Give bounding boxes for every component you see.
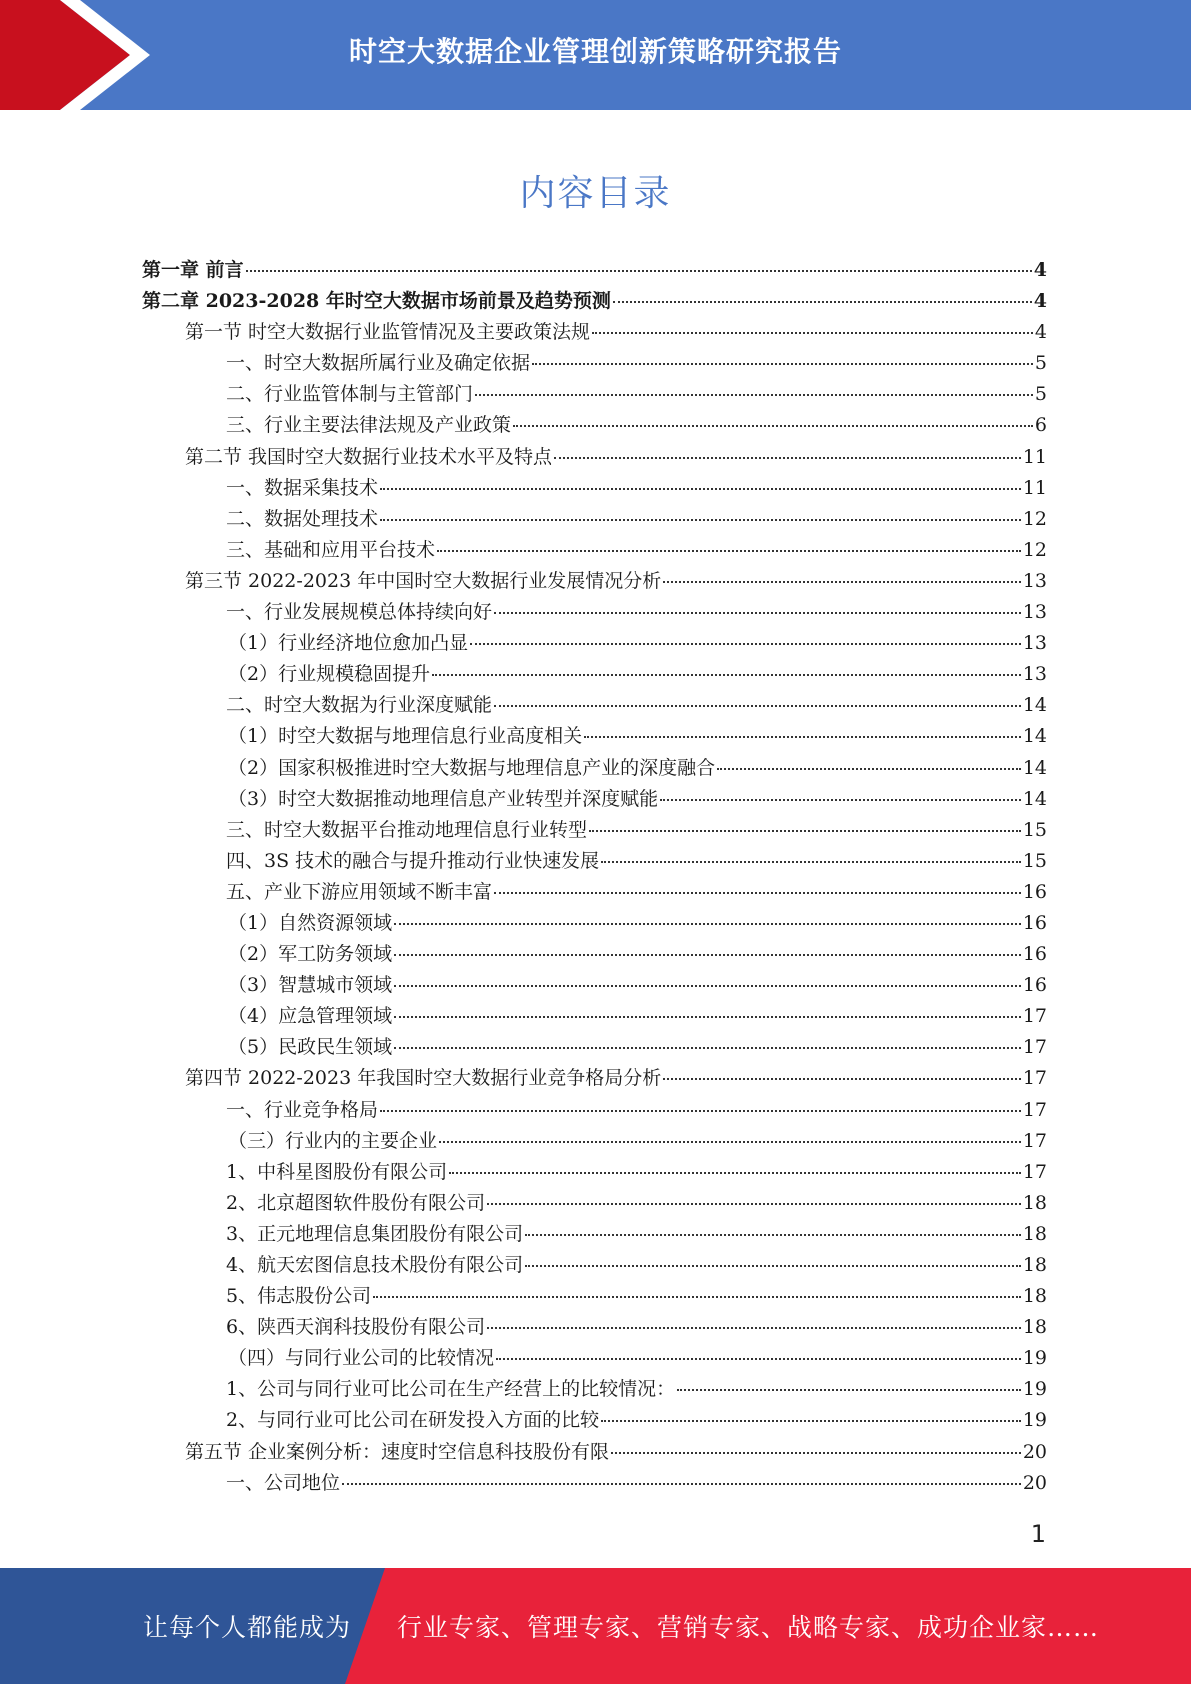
toc-entry[interactable] <box>142 1405 1047 1436</box>
toc-entry-text: 1、中科星图股份有限公司 <box>226 1160 448 1183</box>
dot-leader <box>525 1264 1021 1267</box>
dot-leader <box>611 1451 1021 1454</box>
toc-entry[interactable] <box>142 846 1047 877</box>
toc-entry-page: 12 <box>1022 538 1047 561</box>
toc-entry-text: 第一节 时空大数据行业监管情况及主要政策法规 <box>185 321 591 344</box>
toc-entry-text: 1、公司与同行业可比公司在生产经营上的比较情况： <box>226 1378 676 1401</box>
toc-entry[interactable] <box>142 255 1047 286</box>
dot-leader <box>584 735 1021 738</box>
dot-leader <box>601 1419 1021 1422</box>
toc-entry-page: 11 <box>1022 445 1047 468</box>
dot-leader <box>373 1295 1021 1298</box>
toc-entry[interactable] <box>142 379 1047 410</box>
toc-entry-page: 18 <box>1022 1254 1047 1276</box>
toc-entry-text: 一、公司地位 <box>226 1471 341 1494</box>
toc-entry-text: 一、行业发展规模总体持续向好 <box>226 601 493 624</box>
toc-entry-page: 14 <box>1022 694 1047 717</box>
toc-entry-page: 5 <box>1034 383 1047 406</box>
toc-entry[interactable] <box>142 721 1047 752</box>
toc-entry-text: 二、数据处理技术 <box>226 507 379 530</box>
toc-entry-text: （四）与同行业公司的比较情况 <box>228 1347 495 1370</box>
dot-leader <box>394 1046 1021 1049</box>
toc-entry-page: 4 <box>1033 290 1047 313</box>
dot-leader <box>394 922 1021 925</box>
toc-entry-text: 2、北京超图软件股份有限公司 <box>226 1191 486 1214</box>
toc-entry-page: 14 <box>1022 756 1047 779</box>
toc-entry[interactable] <box>142 597 1047 628</box>
toc-entry-page: 15 <box>1022 818 1047 841</box>
dot-leader <box>677 1388 1021 1391</box>
toc-entry-text: 三、行业主要法律法规及产业政策 <box>226 414 512 437</box>
toc-entry[interactable] <box>142 659 1047 690</box>
toc-entry-text: 第五节 企业案例分析：速度时空信息科技股份有限 <box>185 1440 610 1463</box>
dot-leader <box>437 549 1021 552</box>
dot-leader <box>525 1233 1021 1236</box>
toc-entry-page: 17 <box>1022 1005 1047 1028</box>
toc-entry-text: 第二章 2023-2028 年时空大数据市场前景及趋势预测 <box>142 290 611 313</box>
toc-entry-page: 18 <box>1022 1191 1047 1214</box>
toc-entry[interactable] <box>142 908 1047 939</box>
toc-entry-text: （1）自然资源领域 <box>228 911 393 934</box>
toc-entry[interactable] <box>142 815 1047 846</box>
toc-entry-text: 5、伟志股份公司 <box>226 1285 372 1308</box>
dot-leader <box>589 829 1021 832</box>
toc-entry[interactable] <box>142 784 1047 815</box>
dot-leader <box>532 362 1033 365</box>
toc-entry[interactable] <box>142 1001 1047 1032</box>
toc-entry-page: 17 <box>1022 1036 1047 1059</box>
dot-leader <box>470 642 1021 645</box>
table-of-contents <box>142 255 1047 1499</box>
toc-entry-page: 13 <box>1022 663 1047 686</box>
toc-entry-text: 三、时空大数据平台推动地理信息行业转型 <box>226 818 588 841</box>
toc-entry-text: （1）行业经济地位愈加凸显 <box>228 632 469 655</box>
dot-leader <box>494 891 1021 894</box>
toc-entry-text: 第一章 前言 <box>142 259 244 281</box>
toc-entry-text: 第二节 我国时空大数据行业技术水平及特点 <box>185 445 553 468</box>
toc-entry-page: 16 <box>1022 974 1047 997</box>
toc-entry-text: 第三节 2022-2023 年中国时空大数据行业发展情况分析 <box>185 569 662 592</box>
toc-entry-page: 6 <box>1034 414 1047 437</box>
toc-entry-text: （2）国家积极推进时空大数据与地理信息产业的深度融合 <box>228 756 716 779</box>
toc-entry-page: 4 <box>1033 259 1047 281</box>
toc-entry-page: 13 <box>1022 569 1047 592</box>
footer-band <box>0 1568 1191 1684</box>
toc-entry[interactable] <box>142 1250 1047 1281</box>
toc-entry[interactable] <box>142 970 1047 1001</box>
toc-entry-page: 18 <box>1022 1316 1047 1339</box>
toc-entry[interactable] <box>142 1095 1047 1126</box>
toc-entry-text: 一、数据采集技术 <box>226 476 379 499</box>
dot-leader <box>663 1077 1021 1080</box>
toc-entry[interactable] <box>142 753 1047 784</box>
toc-entry[interactable] <box>142 473 1047 504</box>
toc-entry-text: （三）行业内的主要企业 <box>228 1129 438 1152</box>
toc-entry-page: 14 <box>1022 787 1047 810</box>
toc-entry[interactable] <box>142 442 1047 473</box>
toc-entry-text: 二、时空大数据为行业深度赋能 <box>226 694 493 717</box>
report-title: 时空大数据企业管理创新策略研究报告 <box>348 35 842 68</box>
toc-entry-page: 19 <box>1022 1409 1047 1432</box>
dot-leader <box>494 611 1021 614</box>
toc-entry-page: 19 <box>1022 1347 1047 1370</box>
toc-entry-text: 一、时空大数据所属行业及确定依据 <box>226 352 531 375</box>
toc-entry[interactable] <box>142 1157 1047 1188</box>
toc-entry-page: 17 <box>1022 1098 1047 1121</box>
dot-leader <box>246 269 1032 272</box>
toc-entry-text: （5）民政民生领域 <box>228 1036 393 1059</box>
toc-entry-text: 2、与同行业可比公司在研发投入方面的比较 <box>226 1409 600 1432</box>
toc-entry[interactable] <box>142 1437 1047 1468</box>
page-number: 1 <box>1030 1520 1046 1548</box>
dot-leader <box>496 1357 1021 1360</box>
toc-entry[interactable] <box>142 939 1047 970</box>
toc-entry-text: 四、3S 技术的融合与提升推动行业快速发展 <box>226 849 600 872</box>
toc-entry-text: （1）时空大数据与地理信息行业高度相关 <box>228 725 583 748</box>
toc-entry-page: 17 <box>1022 1160 1047 1183</box>
toc-entry-text: 三、基础和应用平台技术 <box>226 538 436 561</box>
toc-entry-page: 5 <box>1034 352 1047 375</box>
dot-leader <box>394 1015 1021 1018</box>
toc-entry-page: 16 <box>1022 880 1047 903</box>
toc-entry[interactable] <box>142 628 1047 659</box>
dot-leader <box>613 300 1032 303</box>
toc-entry[interactable] <box>142 1281 1047 1312</box>
dot-leader <box>394 953 1021 956</box>
dot-leader <box>432 673 1021 676</box>
toc-entry-text: （3）智慧城市领域 <box>228 974 393 997</box>
toc-entry[interactable] <box>142 1343 1047 1374</box>
dot-leader <box>439 1140 1021 1143</box>
toc-entry-page: 17 <box>1022 1067 1047 1090</box>
toc-entry-page: 14 <box>1022 725 1047 748</box>
toc-entry[interactable] <box>142 1063 1047 1094</box>
dot-leader <box>663 580 1021 583</box>
dot-leader <box>394 984 1021 987</box>
dot-leader <box>449 1171 1021 1174</box>
toc-entry[interactable] <box>142 1312 1047 1343</box>
report-header-band <box>0 0 1191 110</box>
dot-leader <box>380 518 1021 521</box>
toc-entry[interactable] <box>142 410 1047 441</box>
toc-entry[interactable] <box>142 1032 1047 1063</box>
toc-entry[interactable] <box>142 877 1047 908</box>
toc-entry[interactable] <box>142 566 1047 597</box>
toc-entry[interactable] <box>142 317 1047 348</box>
toc-entry-text: 一、行业竞争格局 <box>226 1098 379 1121</box>
toc-entry-page: 17 <box>1022 1129 1047 1152</box>
dot-leader <box>380 487 1021 490</box>
dot-leader <box>494 704 1021 707</box>
toc-entry[interactable] <box>142 286 1047 317</box>
toc-entry-page: 20 <box>1022 1471 1047 1494</box>
toc-entry[interactable] <box>142 348 1047 379</box>
toc-heading: 内容目录 <box>519 173 672 214</box>
toc-entry[interactable] <box>142 1219 1047 1250</box>
dot-leader <box>342 1482 1021 1485</box>
toc-entry-page: 12 <box>1022 507 1047 530</box>
toc-entry-text: （3）时空大数据推动地理信息产业转型并深度赋能 <box>228 787 659 810</box>
toc-entry-text: 五、产业下游应用领域不断丰富 <box>226 880 493 903</box>
toc-entry-page: 16 <box>1022 911 1047 934</box>
toc-entry-text: 二、行业监管体制与主管部门 <box>226 383 474 406</box>
toc-entry-text: （2）行业规模稳固提升 <box>228 663 431 686</box>
dot-leader <box>601 860 1021 863</box>
toc-entry-text: （4）应急管理领域 <box>228 1005 393 1028</box>
dot-leader <box>380 1109 1021 1112</box>
dot-leader <box>487 1326 1021 1329</box>
toc-entry-page: 11 <box>1022 476 1047 499</box>
toc-entry[interactable] <box>142 535 1047 566</box>
toc-entry-page: 4 <box>1034 321 1047 344</box>
toc-entry-text: 4、航天宏图信息技术股份有限公司 <box>226 1254 524 1276</box>
toc-entry-text: 6、陕西天润科技股份有限公司 <box>226 1316 486 1339</box>
toc-entry-page: 13 <box>1022 632 1047 655</box>
toc-entry-page: 18 <box>1022 1285 1047 1308</box>
dot-leader <box>475 393 1033 396</box>
toc-entry[interactable] <box>142 1468 1047 1499</box>
toc-entry[interactable] <box>142 690 1047 721</box>
toc-entry[interactable] <box>142 1126 1047 1157</box>
toc-entry-text: 3、正元地理信息集团股份有限公司 <box>226 1222 524 1245</box>
toc-entry-text: （2）军工防务领域 <box>228 943 393 966</box>
toc-entry[interactable] <box>142 504 1047 535</box>
toc-entry-page: 18 <box>1022 1222 1047 1245</box>
toc-entry-page: 19 <box>1022 1378 1047 1401</box>
dot-leader <box>660 798 1021 801</box>
footer-slogan-right: 行业专家、管理专家、营销专家、战略专家、成功企业家…… <box>397 1613 1100 1642</box>
toc-entry-page: 16 <box>1022 943 1047 966</box>
toc-entry-page: 13 <box>1022 601 1047 624</box>
toc-entry-text: 第四节 2022-2023 年我国时空大数据行业竞争格局分析 <box>185 1067 662 1090</box>
dot-leader <box>487 1202 1021 1205</box>
dot-leader <box>717 767 1021 770</box>
dot-leader <box>513 424 1033 427</box>
toc-entry-page: 20 <box>1022 1440 1047 1463</box>
dot-leader <box>554 456 1021 459</box>
footer-slogan-left: 让每个人都能成为 <box>143 1613 352 1642</box>
toc-entry-page: 15 <box>1022 849 1047 872</box>
toc-entry[interactable] <box>142 1374 1047 1405</box>
toc-entry[interactable] <box>142 1188 1047 1219</box>
dot-leader <box>592 331 1033 334</box>
